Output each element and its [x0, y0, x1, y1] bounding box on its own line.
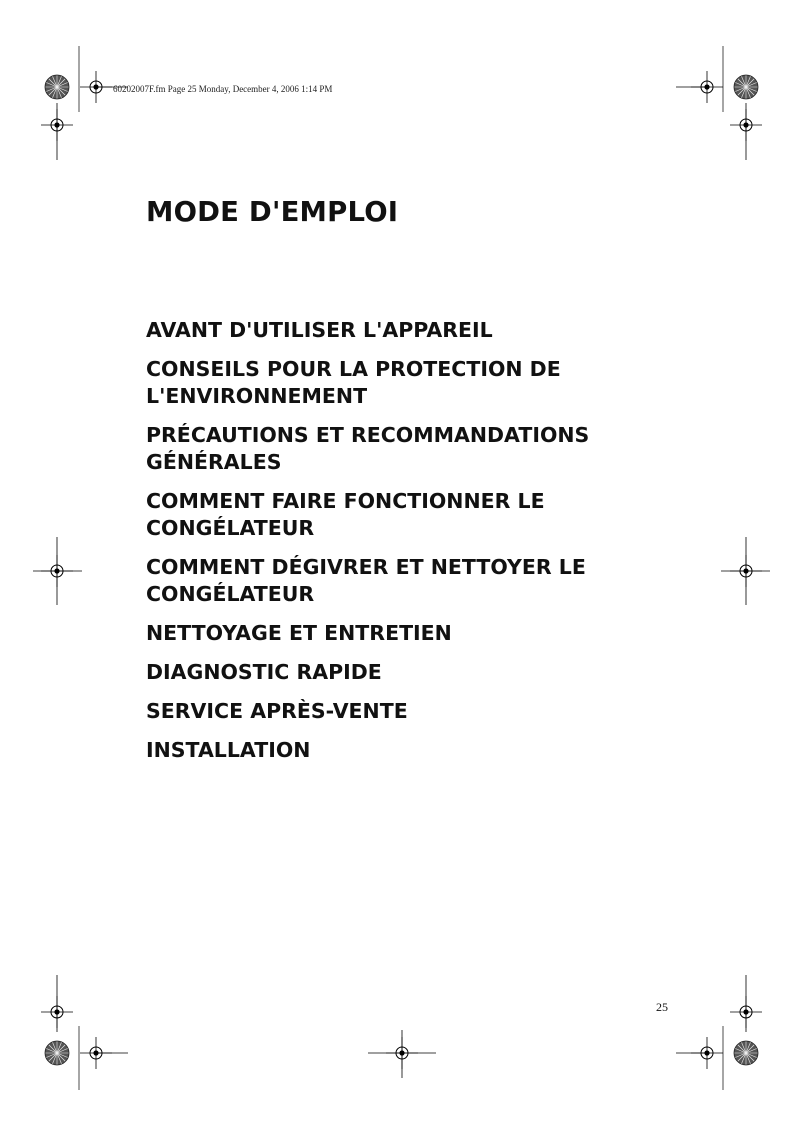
contents-item: AVANT D'UTILISER L'APPAREIL	[146, 318, 493, 342]
print-header-slug: 60202007F.fm Page 25 Monday, December 4, 2006 1:14 PM	[113, 84, 333, 94]
contents-item: CONSEILS POUR LA PROTECTION DE L'ENVIRONNEMENT	[146, 357, 561, 408]
page-title: MODE D'EMPLOI	[146, 196, 399, 228]
contents-item: COMMENT FAIRE FONCTIONNER LE CONGÉLATEUR	[146, 489, 545, 540]
contents-item: INSTALLATION	[146, 738, 311, 762]
contents-item: PRÉCAUTIONS ET RECOMMANDATIONS GÉNÉRALES	[146, 423, 590, 474]
color-bar-star-bottom-right	[734, 1041, 758, 1065]
page-number: 25	[656, 1000, 668, 1014]
contents-item: NETTOYAGE ET ENTRETIEN	[146, 621, 452, 645]
color-bar-star-bottom-left	[45, 1041, 69, 1065]
contents-item: DIAGNOSTIC RAPIDE	[146, 660, 382, 684]
color-bar-star-top-left	[45, 75, 69, 99]
color-bar-star-top-right	[734, 75, 758, 99]
contents-list	[146, 317, 666, 776]
contents-item: SERVICE APRÈS-VENTE	[146, 699, 408, 723]
contents-item: COMMENT DÉGIVRER ET NETTOYER LE CONGÉLATEUR	[146, 555, 586, 606]
